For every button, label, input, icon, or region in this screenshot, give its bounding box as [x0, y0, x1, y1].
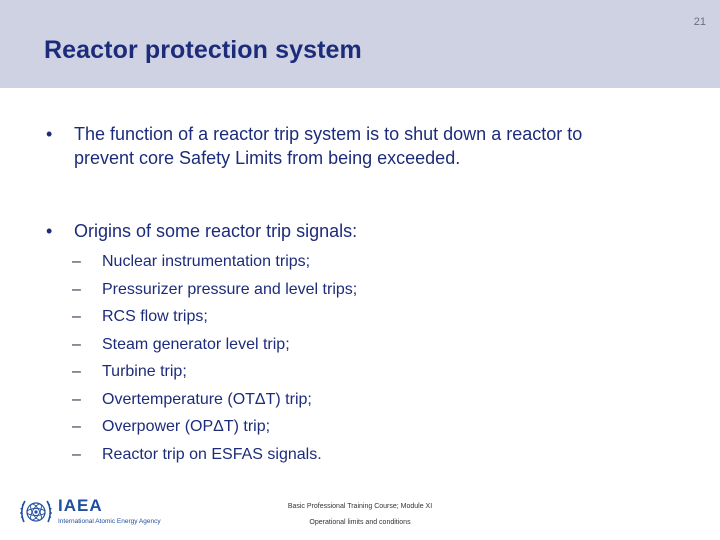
footer-course: Basic Professional Training Course; Module XI: [287, 503, 433, 510]
bullet-text-line: The function of a reactor trip system is to shut down a reactor to: [74, 124, 583, 144]
bullet-text-line: prevent core Safety Limits from being exceeded.: [74, 148, 461, 168]
sub-marker: –: [72, 308, 81, 325]
sub-marker: –: [72, 336, 81, 353]
sub-item-text: Steam generator level trip;: [102, 336, 290, 353]
iaea-emblem-icon: [18, 494, 54, 530]
sub-marker: –: [72, 418, 81, 435]
sub-item-text: Turbine trip;: [102, 363, 187, 380]
header-band: [0, 0, 720, 88]
sub-marker: –: [72, 391, 81, 408]
sub-item-text: Pressurizer pressure and level trips;: [102, 281, 358, 298]
sub-marker: –: [72, 253, 81, 270]
sub-marker: –: [72, 446, 81, 463]
bullet-marker: •: [46, 221, 53, 241]
iaea-logo: [18, 494, 178, 534]
sub-item-text: RCS flow trips;: [102, 308, 208, 325]
sub-item-text: Nuclear instrumentation trips;: [102, 253, 311, 270]
sub-item-text: Overpower (OPΔT) trip;: [102, 418, 271, 435]
sub-item-text: Overtemperature (OTΔT) trip;: [102, 391, 312, 408]
sub-marker: –: [72, 281, 81, 298]
bullet-marker: •: [46, 124, 53, 144]
footer-topic: Operational limits and conditions: [309, 519, 411, 526]
sub-item-text: Reactor trip on ESFAS signals.: [102, 446, 322, 463]
bullet-text-line: Origins of some reactor trip signals:: [74, 221, 358, 241]
sub-marker: –: [72, 363, 81, 380]
slide-number: 21: [693, 16, 706, 28]
logo-wordmark: IAEA: [58, 496, 103, 515]
slide-title: Reactor protection system: [44, 36, 362, 64]
logo-subtitle: International Atomic Energy Agency: [58, 518, 161, 525]
